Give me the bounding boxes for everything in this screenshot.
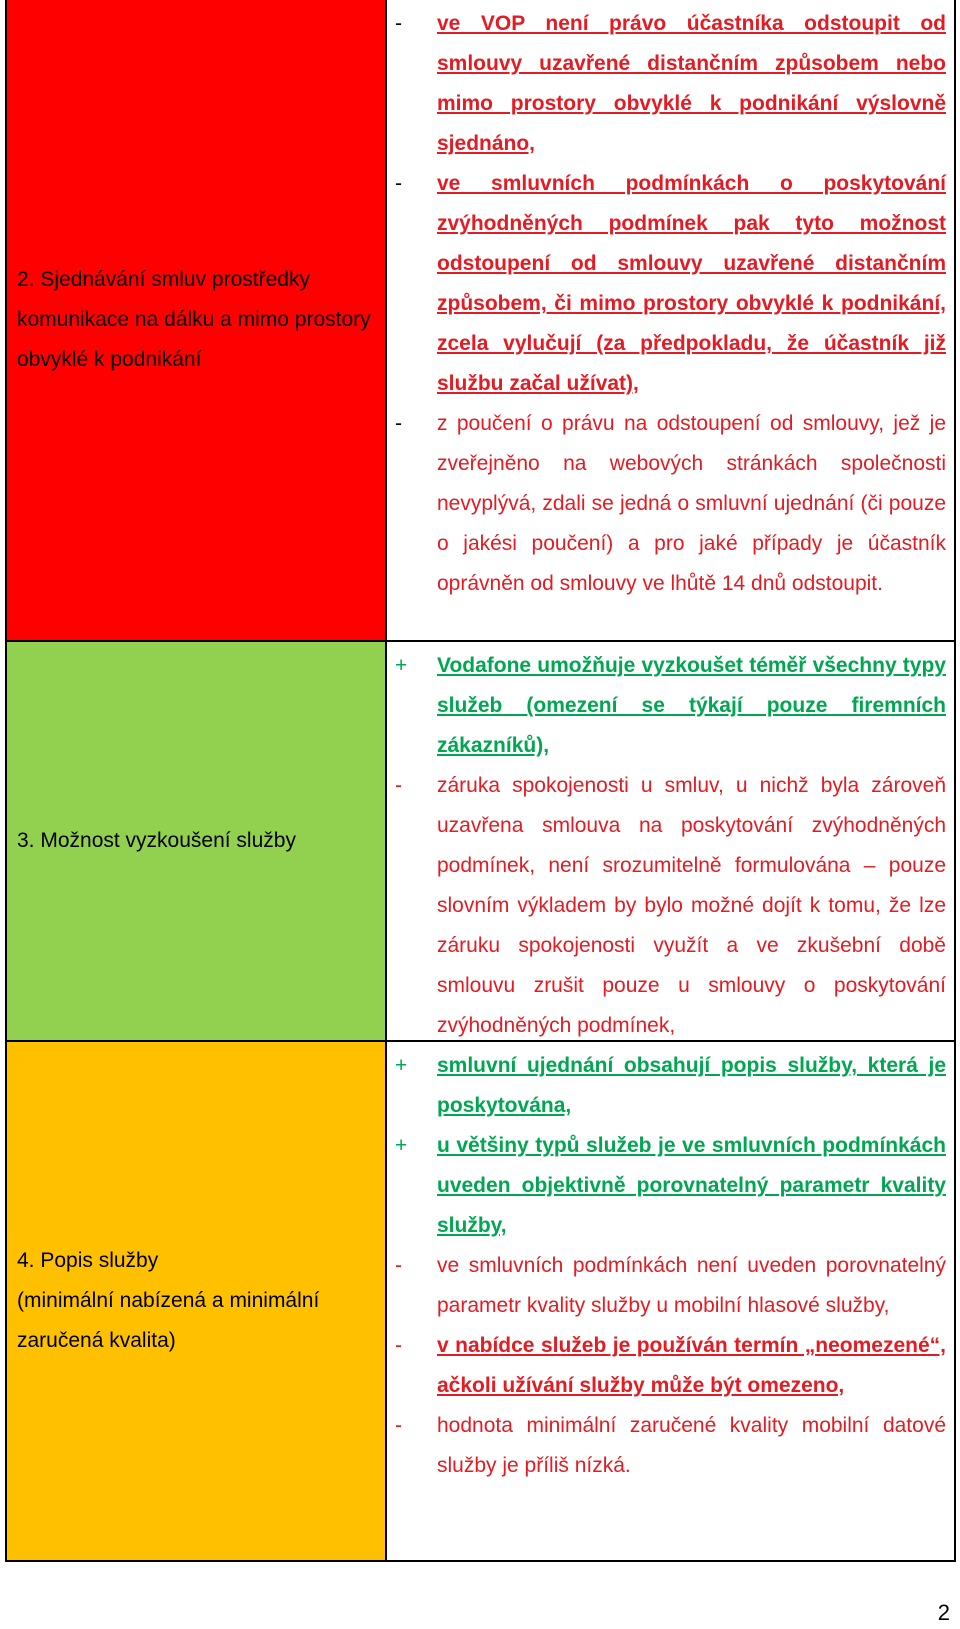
- item-text: záruka spokojenosti u smluv, u nichž byla zároveň uzavřena smlouva na poskytování zvýhodněných podmínek, není srozumitelně formulována – pouze slovním výkladem by bylo možné dojít k tomu, že lze záruku spokojenosti využít a ve zkušební době smlouvu zrušit pouze u smlouvy o poskytování zvýhodněných podmínek,: [437, 774, 946, 1037]
- list-item: [395, 164, 946, 404]
- table-row-2: [7, 0, 954, 640]
- criterion-cell: [7, 0, 387, 640]
- criterion-title: 4. Popis služby: [17, 1249, 159, 1272]
- assessment-cell: [387, 642, 954, 1040]
- table-row-3: [7, 640, 954, 1040]
- bullet-mark: -: [395, 1254, 402, 1277]
- criterion-cell: [7, 642, 387, 1040]
- list-item: [395, 1326, 946, 1406]
- table-row-4: [7, 1040, 954, 1560]
- bullet-mark: +: [395, 1134, 408, 1157]
- item-text: smluvní ujednání obsahují popis služby, která je poskytována,: [437, 1054, 946, 1117]
- criterion-label: [17, 1241, 375, 1361]
- bullet-mark: -: [395, 1334, 402, 1357]
- bullet-mark: -: [395, 12, 402, 35]
- bullet-mark: -: [395, 412, 402, 435]
- item-text: ve smluvních podmínkách není uveden porovnatelný parametr kvality služby u mobilní hlasové služby,: [437, 1254, 946, 1317]
- item-text: z poučení o právu na odstoupení od smlouvy, jež je zveřejněno na webových stránkách společnosti nevyplývá, zdali se jedná o smluvní ujednání (či pouze o jakési poučení) a pro jaké případy je účastník oprávněn od smlouvy ve lhůtě 14 dnů odstoupit.: [437, 412, 946, 595]
- item-text: v nabídce služeb je používán termín „neomezené“, ačkoli užívání služby může být omezeno,: [437, 1334, 946, 1397]
- criterion-label: 3. Možnost vyzkoušení služby: [17, 829, 296, 852]
- assessment-cell: [387, 0, 954, 640]
- list-item: [395, 646, 946, 766]
- criterion-subtitle: (minimální nabízená a minimální zaručená kvalita): [17, 1289, 320, 1352]
- list-item: [395, 1246, 946, 1326]
- list-item: [395, 404, 946, 604]
- bullet-mark: -: [395, 172, 402, 195]
- list-item: [395, 4, 946, 164]
- assessment-cell: [387, 1042, 954, 1560]
- criterion-label: 2. Sjednávání smluv prostředky komunikace na dálku a mimo prostory obvyklé k podnikání: [17, 268, 371, 371]
- list-item: [395, 766, 946, 1046]
- bullet-mark: -: [395, 774, 402, 797]
- bullet-mark: -: [395, 1414, 402, 1437]
- page-number: 2: [937, 1600, 950, 1625]
- evaluation-table: [5, 0, 956, 1562]
- item-text: u většiny typů služeb je ve smluvních podmínkách uveden objektivně porovnatelný parametr kvality služby,: [437, 1134, 946, 1237]
- list-item: [395, 1406, 946, 1486]
- list-item: [395, 1126, 946, 1246]
- bullet-mark: +: [395, 654, 408, 677]
- bullet-mark: +: [395, 1054, 408, 1077]
- list-item: [395, 1046, 946, 1126]
- item-text: Vodafone umožňuje vyzkoušet téměř všechny typy služeb (omezení se týkají pouze firemních zákazníků),: [437, 654, 946, 757]
- item-text: ve smluvních podmínkách o poskytování zvýhodněných podmínek pak tyto možnost odstoupení od smlouvy uzavřené distančním způsobem, či mimo prostory obvyklé k podnikání, zcela vylučují (za předpokladu, že účastník již službu začal užívat),: [437, 172, 946, 395]
- criterion-cell: [7, 1042, 387, 1560]
- item-text: hodnota minimální zaručené kvality mobilní datové služby je příliš nízká.: [437, 1414, 946, 1477]
- item-text: ve VOP není právo účastníka odstoupit od smlouvy uzavřené distančním způsobem nebo mimo prostory obvyklé k podnikání výslovně sjednáno,: [437, 12, 946, 155]
